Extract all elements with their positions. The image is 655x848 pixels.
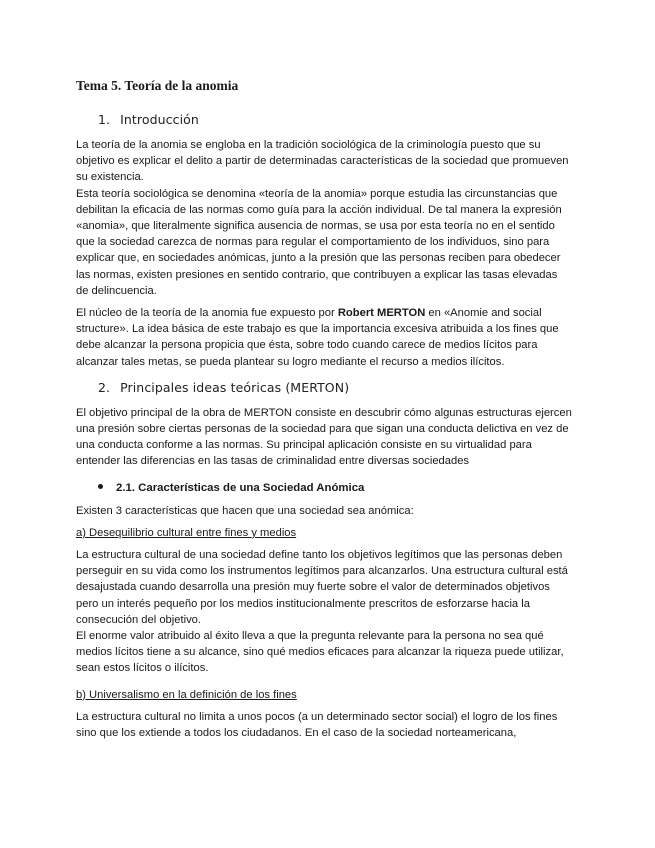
- section-1-paragraph-2: Esta teoría sociológica se denomina «teoría de la anomia» porque estudia las circunstancias que debilitan la eficacia de las normas como guía para la acción individual. De tal manera la expresión «anomia», que literalmente significa ausencia de normas, se usa por esta teoría no en el sentido que la sociedad carezca de normas para regular el comportamiento de los individuos, sino para explicar que, en sociedades anómicas, junto a la presión que las personas reciben para obedecer las normas, existen presiones en sentido contrario, que contribuyen a explicar las tasas elevadas de delincuencia.: [76, 187, 562, 297]
- document-page: [76, 78, 572, 741]
- characteristics-intro: Existen 3 características que hacen que una sociedad sea anómica:: [76, 504, 414, 517]
- subsection-2-1-heading: [98, 480, 572, 496]
- section-2-title: Principales ideas teóricas (MERTON): [120, 379, 350, 395]
- characteristic-b-heading: b) Universalismo en la definición de los fines: [76, 688, 297, 701]
- bullet-icon: [98, 484, 103, 489]
- merton-name: Robert MERTON: [337, 307, 426, 320]
- characteristic-b-paragraph-1: La estructura cultural no limita a unos pocos (a un determinado sector social) el logro de los fines sino que los extiende a todos los ciudadanos. En el caso de la sociedad norteamericana,: [76, 710, 558, 740]
- section-1-heading: [98, 112, 572, 128]
- characteristic-a-heading: a) Desequilibrio cultural entre fines y medios: [76, 526, 297, 539]
- section-1-title: Introducción: [120, 112, 199, 127]
- section-2-paragraph-1: El objetivo principal de la obra de MERTON consiste en descubrir cómo algunas estructuras ejercen una presión sobre ciertas personas de la sociedad para que sigan una conducta delictiva en vez de una conducta conforme a las normas. Su principal aplicación consiste en su virtualidad para entender las diferencias en las tasas de criminalidad entre diversas sociedades: [76, 406, 572, 468]
- merton-intro-text: El núcleo de la teoría de la anomia fue expuesto por: [76, 307, 338, 320]
- subsection-2-1-title: 2.1. Características de una Sociedad Anómica: [116, 481, 365, 494]
- merton-rest-text: en «Anomie and social structure». La idea básica de este trabajo es que la importancia excesiva atribuida a los fines que debe alcanzar la persona propicia que ésta, sobre todo cuando carece de medios lícitos para alcanzar tales metas, se pueda plantear su logro mediante el recurso a medios ilícitos.: [76, 307, 559, 368]
- characteristic-a-paragraph-2: El enorme valor atribuido al éxito lleva a que la pregunta relevante para la persona no sea qué medios lícitos tiene a su alcance, sino qué medios eficaces para alcanzar la riqueza puede utilizar, sean estos lícitos o ilícitos.: [76, 630, 564, 675]
- section-1-paragraph-1: La teoría de la anomia se engloba en la tradición sociológica de la criminología puesto que su objetivo es explicar el delito a partir de determinadas características de la sociedad que promueven su existencia.: [76, 139, 569, 184]
- section-2-heading: [98, 380, 572, 396]
- section-1-paragraph-3: [76, 305, 572, 370]
- document-title: Tema 5. Teoría de la anomia: [76, 78, 239, 93]
- section-1-number: 1.: [98, 112, 111, 127]
- section-2-number: 2.: [98, 379, 111, 395]
- characteristic-a-paragraph-1: La estructura cultural de una sociedad define tanto los objetivos legítimos que las personas deben perseguir en su vida como los instrumentos legítimos para alcanzarlos. Una estructura cultural está desajustada cuando desarrolla una presión muy fuerte sobre el valor de determinados objetivos pero un interés pequeño por los medios institucionalmente prescritos de esforzarse hacia la consecución del objetivo.: [76, 549, 568, 626]
